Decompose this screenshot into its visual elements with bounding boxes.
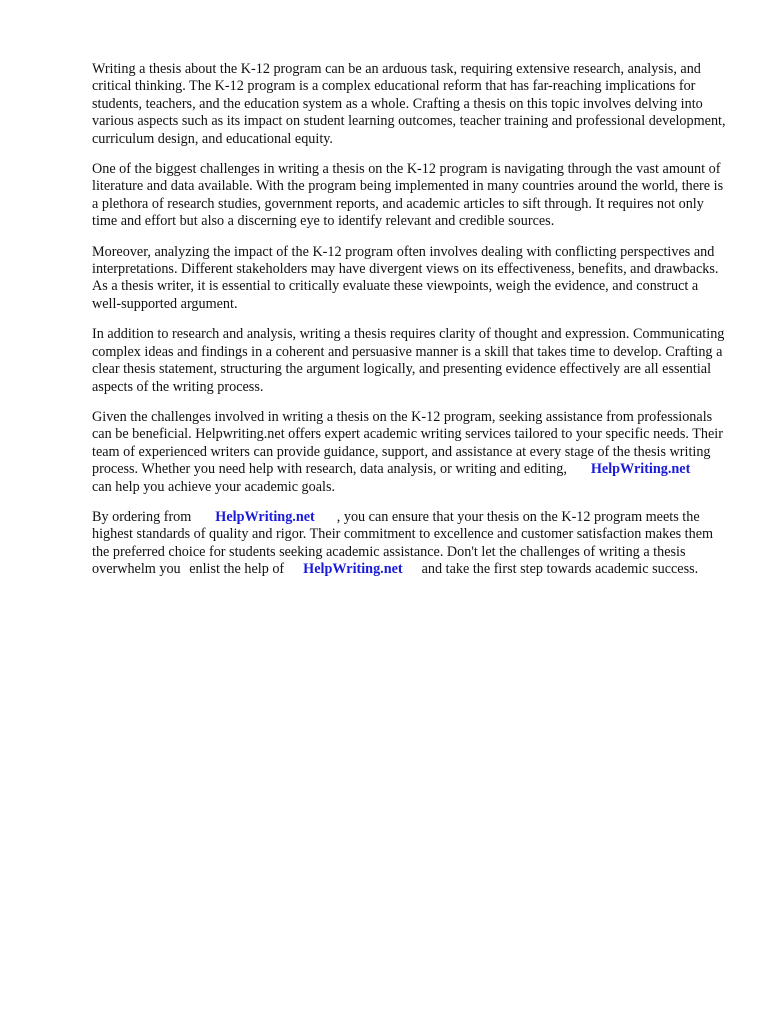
ordering-text-2: , you can ensure that your thesis on the K-12 program meets the highest standards of quality and rigor. Their commitment to excellence and customer satisfaction makes them the preferred choice for students seeking academic assistance. Don't let the challenges of writing a thesis overwhelm you [92,508,714,578]
paragraph-challenges: One of the biggest challenges in writing a thesis on the K-12 program is navigating through the vast amount of literature and data available. With the program being implemented in many countries around the world, there is a plethora of research studies, government reports, and academic articles to sift through. It requires not only time and effort but also a discerning eye to identify relevant and credible sources. [92,161,724,230]
ordering-text-4: and take the first step towards academic success. [421,561,699,578]
paragraph-analysis: Moreover, analyzing the impact of the K-12 program often involves dealing with conflicting perspectives and interpretations. Different stakeholders may have divergent views on its effectiveness, benefits, and drawbacks. As a thesis writer, it is essential to critically evaluate these viewpoints, weigh the evidence, and construct a well-supported argument. [92,243,719,312]
helpwriting-link[interactable]: HelpWriting.net [303,561,403,578]
ordering-text-1: By ordering from [92,508,192,525]
paragraph-ordering [92,509,726,579]
ordering-text-3: enlist the help of [189,561,285,578]
helpwriting-link[interactable]: HelpWriting.net [215,508,315,525]
paragraph-clarity: In addition to research and analysis, writing a thesis requires clarity of thought and expression. Communicating complex ideas and findings in a coherent and persuasive manner is a skill that takes time to develop. Crafting a clear thesis statement, structuring the argument logically, and presenting evidence effectively are all essential aspects of the writing process. [92,326,725,395]
assistance-text-before: Given the challenges involved in writing a thesis on the K-12 program, seeking assistance from professionals can be beneficial. Helpwriting.net offers expert academic writing services tailored to your specific needs. Their team of experienced writers can provide guidance, support, and assistance at every stage of the thesis writing process. Whether you need help with research, data analysis, or writing and editing, [92,408,723,478]
assistance-text-after: can help you achieve your academic goals. [92,478,336,495]
helpwriting-link[interactable]: HelpWriting.net [590,461,691,478]
paragraph-intro: Writing a thesis about the K-12 program can be an arduous task, requiring extensive research, analysis, and critical thinking. The K-12 program is a complex educational reform that has far-reaching implications for students, teachers, and the education system as a whole. Crafting a thesis on this topic involves delving into various aspects such as its impact on student learning outcomes, teacher training and professional development, curriculum design, and educational equity. [92,61,726,147]
paragraph-assistance [92,409,726,496]
document-body [92,61,726,592]
